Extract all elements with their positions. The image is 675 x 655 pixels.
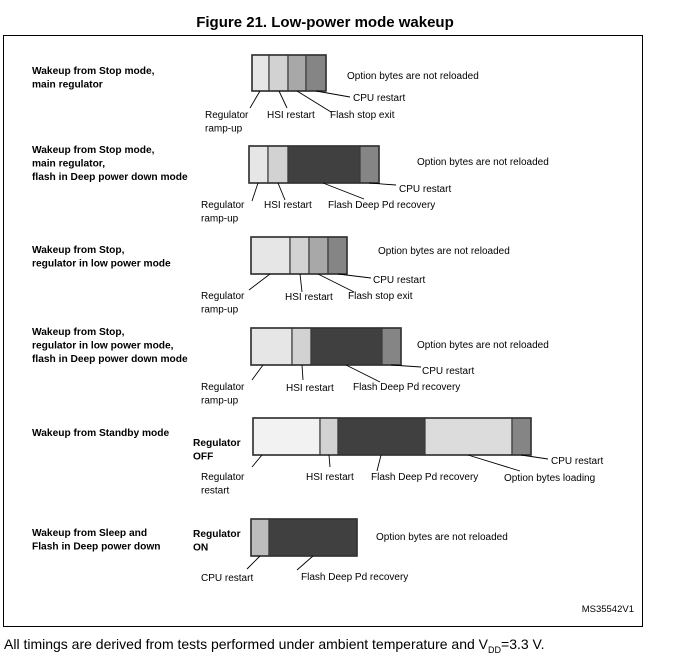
phase-label-flash-stop-exit-line: Flash stop exit (348, 291, 413, 302)
leader-line-regulator-ramp-up (252, 183, 258, 201)
phase-label-regulator-ramp-up-line: Regulator (201, 382, 245, 393)
wakeup-row-1 (32, 55, 479, 135)
row-title (32, 66, 155, 91)
phase-segment-cpu-restart (360, 146, 379, 183)
phase-label-hsi-restart (267, 110, 315, 121)
phase-label-cpu-restart-line: CPU restart (373, 275, 426, 286)
phase-label-regulator-ramp-up-line: ramp-up (201, 213, 239, 225)
leader-line-option-bytes-loading (468, 455, 520, 471)
row-title (32, 528, 161, 553)
phase-label-hsi-restart (286, 383, 334, 394)
phase-label-flash-deep-pd-recovery-line: Flash Deep Pd recovery (353, 382, 461, 393)
phase-label-regulator-ramp-up-line: ramp-up (201, 395, 239, 407)
phase-label-regulator-restart-line: restart (201, 485, 230, 497)
leader-line-cpu-restart (391, 365, 421, 367)
phase-label-flash-deep-pd-recovery-line: Flash Deep Pd recovery (328, 200, 436, 211)
phase-label-regulator-ramp-up-line: Regulator (201, 291, 245, 302)
phase-label-flash-stop-exit-line: Flash stop exit (330, 110, 395, 121)
phase-label-cpu-restart (399, 184, 451, 195)
row-title-line: main regulator, (32, 158, 106, 170)
phase-segment-hsi-restart (320, 418, 338, 455)
phase-label-hsi-restart (264, 200, 312, 211)
phase-label-cpu-restart (201, 573, 253, 584)
row-title (32, 327, 188, 365)
wakeup-row-2 (32, 145, 549, 225)
row-title-line: Wakeup from Standby mode (32, 428, 170, 439)
leader-line-cpu-restart (521, 455, 548, 459)
regulator-state (193, 438, 241, 463)
regulator-state-line: Regulator (193, 529, 241, 540)
phase-label-hsi-restart-line: HSI restart (267, 110, 315, 121)
phase-segment-hsi-restart (290, 237, 309, 274)
leader-line-flash-deep-pd-recovery (377, 455, 381, 471)
phase-label-flash-deep-pd-recovery-line: Flash Deep Pd recovery (371, 472, 479, 483)
phase-label-cpu-restart-line: CPU restart (353, 93, 406, 104)
regulator-state-line: ON (193, 542, 209, 554)
row-title-line: Wakeup from Stop mode, (32, 145, 155, 156)
timeline-bar (252, 55, 326, 91)
row-title (32, 145, 188, 183)
leader-line-regulator-ramp-up (249, 274, 270, 290)
leader-line-cpu-restart (247, 556, 260, 569)
phase-label-cpu-restart-line: CPU restart (551, 456, 604, 467)
leader-line-cpu-restart (369, 183, 396, 185)
timeline-bar (249, 146, 379, 183)
phase-label-cpu-restart (353, 93, 405, 104)
phase-label-flash-stop-exit (348, 291, 413, 302)
row-title-line: regulator in low power mode, (32, 340, 174, 352)
phase-segment-flash-stop-exit (288, 55, 306, 91)
wakeup-row-6 (32, 519, 508, 584)
phase-label-cpu-restart-line: CPU restart (422, 366, 475, 377)
footnote-subscript: DD (488, 644, 502, 655)
footnote (4, 636, 545, 655)
phase-segment-option-bytes-loading (425, 418, 512, 455)
phase-segment-cpu-restart (328, 237, 347, 274)
row-title-line: main regulator (32, 79, 103, 91)
phase-segment-cpu-restart (306, 55, 326, 91)
phase-label-hsi-restart (285, 292, 333, 303)
timeline-bar (251, 519, 357, 556)
phase-label-regulator-ramp-up-line: ramp-up (205, 123, 243, 135)
timeline-bar (251, 328, 401, 365)
phase-label-flash-stop-exit (330, 110, 395, 121)
phase-segment-hsi-restart (292, 328, 311, 365)
leader-line-hsi-restart (279, 91, 287, 108)
phase-label-flash-deep-pd-recovery (328, 200, 435, 211)
row-title-line: Flash in Deep power down (32, 541, 161, 553)
option-bytes-note: Option bytes are not reloaded (417, 157, 549, 168)
phase-segment-regulator-ramp-up (249, 146, 268, 183)
row-title (32, 428, 170, 439)
phase-segment-hsi-restart (269, 55, 288, 91)
row-title-line: Wakeup from Sleep and (32, 528, 148, 539)
phase-label-regulator-ramp-up-line: Regulator (205, 110, 249, 121)
phase-label-hsi-restart-line: HSI restart (306, 472, 354, 483)
phase-label-flash-deep-pd-recovery (371, 472, 478, 483)
option-bytes-note: Option bytes are not reloaded (376, 532, 508, 543)
phase-segment-flash-deep-pd-recovery (269, 519, 357, 556)
phase-label-regulator-ramp-up (201, 291, 245, 316)
leader-line-flash-deep-pd-recovery (323, 183, 364, 199)
wakeup-row-4 (32, 327, 549, 407)
leader-line-hsi-restart (278, 183, 285, 200)
phase-label-cpu-restart (551, 456, 603, 467)
phase-label-hsi-restart-line: HSI restart (286, 383, 334, 394)
phase-label-regulator-ramp-up (201, 200, 245, 225)
phase-segment-regulator-ramp-up (251, 328, 292, 365)
phase-segment-flash-deep-pd-recovery (288, 146, 360, 183)
leader-line-regulator-restart (252, 455, 262, 467)
phase-label-hsi-restart-line: HSI restart (285, 292, 333, 303)
phase-label-option-bytes-loading-line: Option bytes loading (504, 473, 596, 484)
phase-label-regulator-ramp-up-line: Regulator (201, 200, 245, 211)
leader-line-flash-deep-pd-recovery (346, 365, 380, 382)
phase-label-hsi-restart-line: HSI restart (264, 200, 312, 211)
phase-label-cpu-restart-line: CPU restart (399, 184, 452, 195)
phase-segment-flash-stop-exit (309, 237, 328, 274)
phase-label-cpu-restart (422, 366, 474, 377)
leader-line-hsi-restart (329, 455, 330, 467)
phase-label-regulator-restart (201, 472, 245, 497)
regulator-state (193, 529, 241, 554)
option-bytes-note: Option bytes are not reloaded (378, 246, 510, 257)
timeline-bar (253, 418, 531, 455)
phase-label-option-bytes-loading (504, 473, 595, 484)
row-title-line: Wakeup from Stop mode, (32, 66, 155, 77)
leader-line-hsi-restart (300, 274, 302, 292)
phase-label-hsi-restart (306, 472, 354, 483)
regulator-state-line: Regulator (193, 438, 241, 449)
phase-label-flash-deep-pd-recovery (301, 572, 408, 583)
phase-label-flash-deep-pd-recovery-line: Flash Deep Pd recovery (301, 572, 409, 583)
leader-line-cpu-restart (338, 274, 371, 278)
option-bytes-note: Option bytes are not reloaded (347, 71, 479, 82)
phase-label-regulator-ramp-up-line: ramp-up (201, 304, 239, 316)
timeline-bar (251, 237, 347, 274)
footnote-text: All timings are derived from tests performed under ambient temperature and V (4, 636, 489, 652)
phase-segment-cpu-restart (382, 328, 401, 365)
phase-label-regulator-restart-line: Regulator (201, 472, 245, 483)
leader-line-flash-stop-exit (318, 274, 354, 292)
phase-segment-regulator-ramp-up (252, 55, 269, 91)
wakeup-row-5 (32, 418, 603, 497)
leader-line-flash-deep-pd-recovery (297, 556, 313, 570)
leader-line-cpu-restart (316, 91, 350, 97)
leader-line-regulator-ramp-up (252, 365, 263, 380)
row-title-line: regulator in low power mode (32, 258, 171, 270)
row-title (32, 245, 171, 270)
phase-segment-flash-deep-pd-recovery (311, 328, 382, 365)
leader-line-regulator-ramp-up (250, 91, 260, 108)
figure-title: Figure 21. Low-power mode wakeup (196, 14, 454, 31)
phase-segment-flash-deep-pd-recovery (338, 418, 425, 455)
option-bytes-note: Option bytes are not reloaded (417, 340, 549, 351)
leader-line-hsi-restart (302, 365, 303, 380)
phase-segment-regulator-ramp-up (251, 237, 290, 274)
phase-label-flash-deep-pd-recovery (353, 382, 460, 393)
row-title-line: Wakeup from Stop, (32, 327, 125, 338)
leader-line-flash-stop-exit (297, 91, 331, 112)
phase-segment-cpu-restart (512, 418, 531, 455)
wakeup-row-3 (32, 237, 510, 316)
phase-label-cpu-restart (373, 275, 425, 286)
phase-label-cpu-restart-line: CPU restart (201, 573, 254, 584)
regulator-state-line: OFF (193, 451, 214, 463)
footnote-end: =3.3 V. (501, 636, 545, 652)
row-title-line: Wakeup from Stop, (32, 245, 125, 256)
phase-label-regulator-ramp-up (205, 110, 249, 135)
phase-segment-hsi-restart (268, 146, 288, 183)
phase-label-regulator-ramp-up (201, 382, 245, 407)
phase-segment-cpu-restart (251, 519, 269, 556)
row-title-line: flash in Deep power down mode (32, 172, 188, 183)
figure-id: MS35542V1 (581, 604, 634, 615)
row-title-line: flash in Deep power down mode (32, 354, 188, 365)
phase-segment-regulator-restart (253, 418, 320, 455)
